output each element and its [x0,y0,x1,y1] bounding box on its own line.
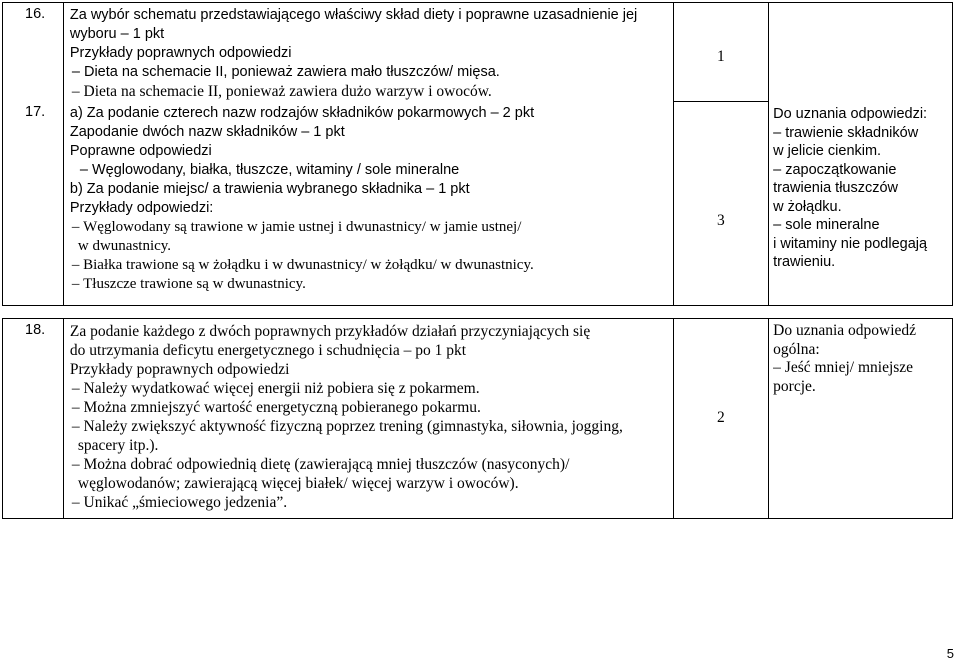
answer-line: – Można zmniejszyć wartość energetyczną pobieranego pokarmu. [70,398,667,417]
criteria-line: a) Za podanie czterech nazw rodzajów składników pokarmowych – 2 pkt [69,105,535,121]
remark-line: – sole mineralne [773,216,948,235]
remark-line: porcje. [773,377,816,395]
criteria-line: Przykłady odpowiedzi: [69,200,214,216]
answer-key-table-top [2,2,953,306]
answer-line: – Można dobrać odpowiednią dietę (zawierającą mniej tłuszczów (nasyconych)/ [70,455,667,474]
question-number: 18. [3,319,64,519]
remark-line: Do uznania odpowiedzi: [773,106,928,122]
table-row [3,101,953,305]
answer-line: – Białka trawione są w żołądku i w dwunastnicy/ w żołądku/ w dwunastnicy. [70,256,667,275]
question-number: 17. [3,101,64,305]
remark-line: trawieniu. [773,254,836,270]
remarks-cell [769,101,953,305]
criteria-line: Poprawne odpowiedzi [69,143,212,159]
answer-line: węglowodanów; zawierającą więcej białek/ więcej warzyw i owoców). [77,475,519,492]
answer-line: – Tłuszcze trawione są w dwunastnicy. [70,275,667,294]
points-cell [673,101,768,305]
table-row [3,3,953,102]
answer-line: – Węglowodany są trawione w jamie ustnej i dwunastnicy/ w jamie ustnej/ [70,218,667,237]
page-number: 5 [946,646,954,661]
remark-line: – Jeść mniej/ mniejsze [773,359,948,378]
remark-line: w żołądku. [773,198,842,215]
answer-line: – Należy wydatkować więcej energii niż pobiera się z pokarmem. [70,379,667,398]
criteria-line: wyboru – 1 pkt [69,26,165,42]
criteria-cell [63,101,673,305]
answer-line: w dwunastnicy. [77,238,172,254]
remark-line: Do uznania odpowiedź [773,322,917,339]
remark-line: – trawienie składników [773,124,948,143]
remark-line: w jelicie cienkim. [773,143,882,159]
criteria-line: Przykłady poprawnych odpowiedzi [69,361,290,378]
remarks-cell [769,3,953,102]
answer-key-table-bottom [2,318,953,519]
question-number: 16. [3,3,64,102]
criteria-line: Przykłady poprawnych odpowiedzi [69,45,292,61]
table-row [3,319,953,519]
criteria-line: do utrzymania deficytu energetycznego i schudnięcia – po 1 pkt [69,342,467,359]
remark-line: i witaminy nie podlegają [773,235,928,252]
criteria-cell [63,3,673,102]
criteria-line: Za wybór schematu przedstawiającego właściwy skład diety i poprawne uzasadnienie jej [69,7,638,23]
remark-line: – zapoczątkowanie [773,161,948,180]
criteria-line: Zapodanie dwóch nazw składników – 1 pkt [69,124,345,140]
remark-line: trawienia tłuszczów [773,180,899,196]
points-cell [673,3,768,102]
criteria-cell [63,319,673,519]
criteria-line: Za podanie każdego z dwóch poprawnych przykładów działań przyczyniających się [69,323,591,340]
remarks-cell [769,319,953,519]
points-value: 2 [717,409,725,426]
answer-line: – Węglowodany, białka, tłuszcze, witaminy / sole mineralne [70,161,667,180]
remark-line: ogólna: [773,340,820,358]
answer-line: – Należy zwiększyć aktywność fizyczną poprzez trening (gimnastyka, siłownia, jogging, [70,417,667,436]
points-value: 3 [717,211,725,229]
answer-line: – Dieta na schemacie II, ponieważ zawiera dużo warzyw i owoców. [70,82,667,101]
points-value: 1 [717,48,725,65]
answer-line: spacery itp.). [77,437,159,454]
criteria-line: b) Za podanie miejsc/ a trawienia wybranego składnika – 1 pkt [69,181,470,197]
points-cell [673,319,769,519]
answer-line: – Dieta na schemacie II, ponieważ zawiera mało tłuszczów/ mięsa. [70,63,667,82]
answer-line: – Unikać „śmieciowego jedzenia”. [70,493,667,512]
